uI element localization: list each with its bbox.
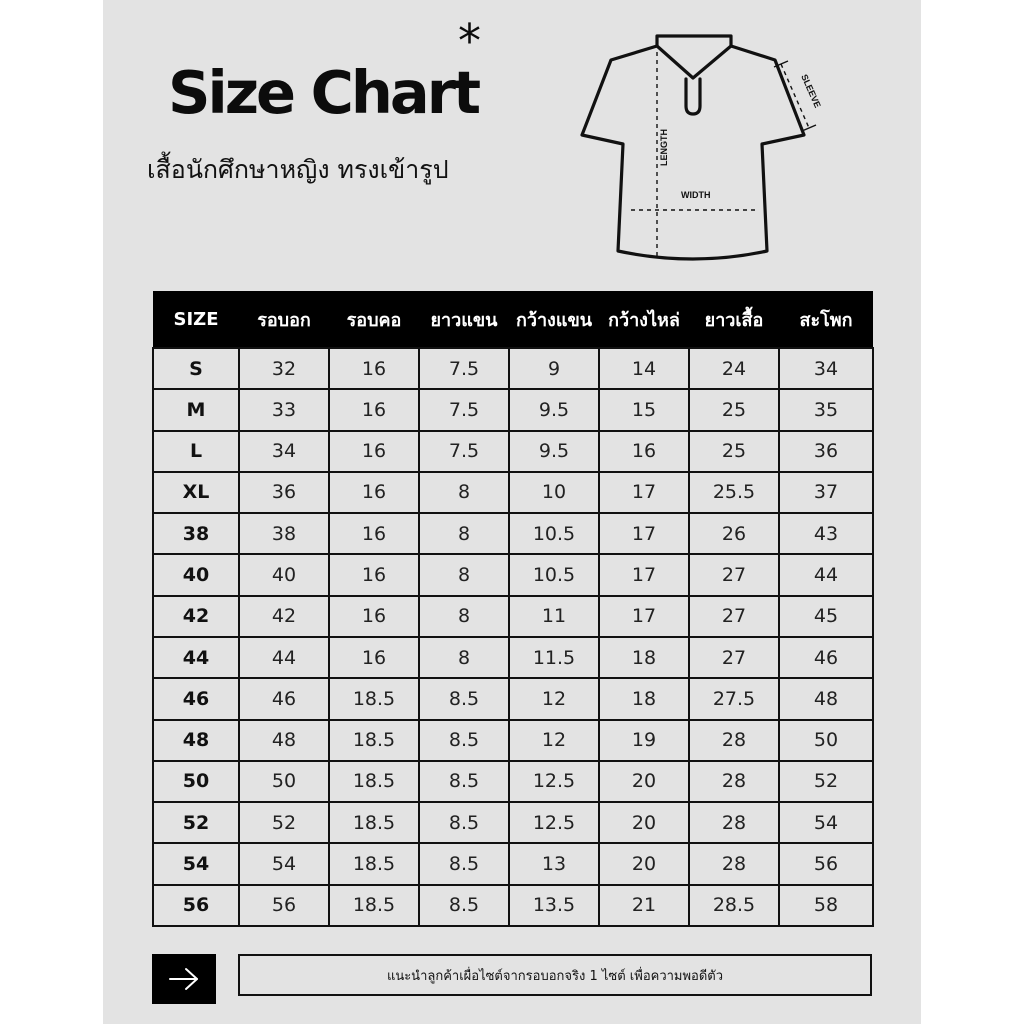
cell-neck: 16 xyxy=(329,472,419,513)
cell-shirt-length: 28 xyxy=(689,843,779,884)
cell-size: 42 xyxy=(153,596,239,637)
arrow-right-icon xyxy=(167,967,201,991)
cell-shoulder: 17 xyxy=(599,554,689,595)
cell-sleeve-width: 11.5 xyxy=(509,637,599,678)
cell-sleeve-length: 8 xyxy=(419,513,509,554)
cell-sleeve-width: 10.5 xyxy=(509,513,599,554)
table-row xyxy=(153,513,873,554)
cell-size: 56 xyxy=(153,885,239,926)
cell-sleeve-length: 8.5 xyxy=(419,885,509,926)
cell-size: 52 xyxy=(153,802,239,843)
cell-shirt-length: 27 xyxy=(689,596,779,637)
cell-size: 50 xyxy=(153,761,239,802)
table-row xyxy=(153,348,873,389)
cell-hip: 45 xyxy=(779,596,873,637)
table-row xyxy=(153,720,873,761)
cell-shoulder: 20 xyxy=(599,843,689,884)
sleeve-guide-cap-bottom xyxy=(802,125,816,131)
cell-shirt-length: 25 xyxy=(689,431,779,472)
cell-sleeve-length: 7.5 xyxy=(419,431,509,472)
cell-sleeve-width: 12.5 xyxy=(509,761,599,802)
shirt-measurement-diagram xyxy=(575,26,823,270)
cell-sleeve-width: 12 xyxy=(509,678,599,719)
cell-sleeve-length: 8.5 xyxy=(419,843,509,884)
cell-shoulder: 16 xyxy=(599,431,689,472)
cell-shirt-length: 28 xyxy=(689,720,779,761)
shirt-placket xyxy=(686,79,700,114)
table-row xyxy=(153,843,873,884)
cell-sleeve-length: 7.5 xyxy=(419,348,509,389)
cell-shirt-length: 27 xyxy=(689,637,779,678)
cell-sleeve-length: 8 xyxy=(419,554,509,595)
size-table xyxy=(152,291,874,927)
cell-shirt-length: 27.5 xyxy=(689,678,779,719)
column-header-sleeve-width: กว้างแขน xyxy=(509,291,599,348)
cell-size: 40 xyxy=(153,554,239,595)
sizing-note-text: แนะนำลูกค้าเผื่อไซต์จากรอบอกจริง 1 ไซต์ เพื่อความพอดีตัว xyxy=(386,968,724,984)
page-subtitle: เสื้อนักศึกษาหญิง ทรงเข้ารูป xyxy=(147,155,449,184)
column-header-shirt-length: ยาวเสื้อ xyxy=(689,291,779,348)
cell-chest: 54 xyxy=(239,843,329,884)
table-header-row xyxy=(153,291,873,348)
cell-shirt-length: 25.5 xyxy=(689,472,779,513)
cell-hip: 58 xyxy=(779,885,873,926)
column-header-neck: รอบคอ xyxy=(329,291,419,348)
column-header-size: SIZE xyxy=(153,291,239,348)
cell-sleeve-length: 8.5 xyxy=(419,720,509,761)
cell-hip: 44 xyxy=(779,554,873,595)
cell-hip: 48 xyxy=(779,678,873,719)
cell-shoulder: 17 xyxy=(599,472,689,513)
cell-size: 38 xyxy=(153,513,239,554)
cell-hip: 52 xyxy=(779,761,873,802)
cell-sleeve-width: 13 xyxy=(509,843,599,884)
cell-hip: 35 xyxy=(779,389,873,430)
cell-shoulder: 20 xyxy=(599,761,689,802)
cell-chest: 40 xyxy=(239,554,329,595)
cell-hip: 34 xyxy=(779,348,873,389)
cell-sleeve-width: 11 xyxy=(509,596,599,637)
cell-sleeve-length: 8 xyxy=(419,637,509,678)
cell-sleeve-width: 12 xyxy=(509,720,599,761)
cell-shirt-length: 28 xyxy=(689,802,779,843)
table-row xyxy=(153,472,873,513)
cell-neck: 16 xyxy=(329,348,419,389)
cell-size: XL xyxy=(153,472,239,513)
table-row xyxy=(153,678,873,719)
cell-hip: 56 xyxy=(779,843,873,884)
cell-sleeve-length: 8.5 xyxy=(419,802,509,843)
sleeve-label: SLEEVE xyxy=(799,72,823,110)
shirt-collar-fold xyxy=(657,46,731,78)
cell-chest: 52 xyxy=(239,802,329,843)
cell-size: 46 xyxy=(153,678,239,719)
cell-shoulder: 21 xyxy=(599,885,689,926)
asterisk-mark: * xyxy=(458,14,481,68)
cell-hip: 43 xyxy=(779,513,873,554)
cell-sleeve-length: 8 xyxy=(419,472,509,513)
cell-chest: 36 xyxy=(239,472,329,513)
cell-chest: 50 xyxy=(239,761,329,802)
cell-hip: 36 xyxy=(779,431,873,472)
cell-neck: 16 xyxy=(329,513,419,554)
cell-neck: 18.5 xyxy=(329,802,419,843)
cell-shoulder: 15 xyxy=(599,389,689,430)
table-row xyxy=(153,389,873,430)
sizing-note-box xyxy=(238,954,872,996)
cell-sleeve-length: 8.5 xyxy=(419,678,509,719)
cell-chest: 38 xyxy=(239,513,329,554)
cell-size: S xyxy=(153,348,239,389)
cell-shirt-length: 28.5 xyxy=(689,885,779,926)
column-header-hip: สะโพก xyxy=(779,291,873,348)
cell-shirt-length: 24 xyxy=(689,348,779,389)
cell-neck: 16 xyxy=(329,389,419,430)
table-row xyxy=(153,431,873,472)
table-row xyxy=(153,554,873,595)
table-row xyxy=(153,885,873,926)
next-arrow-button[interactable] xyxy=(152,954,216,1004)
table-row xyxy=(153,596,873,637)
cell-neck: 16 xyxy=(329,554,419,595)
cell-neck: 16 xyxy=(329,431,419,472)
cell-shirt-length: 26 xyxy=(689,513,779,554)
cell-shirt-length: 28 xyxy=(689,761,779,802)
cell-size: 54 xyxy=(153,843,239,884)
cell-sleeve-width: 9.5 xyxy=(509,389,599,430)
cell-shoulder: 17 xyxy=(599,596,689,637)
cell-neck: 16 xyxy=(329,637,419,678)
cell-chest: 34 xyxy=(239,431,329,472)
cell-hip: 54 xyxy=(779,802,873,843)
cell-shoulder: 19 xyxy=(599,720,689,761)
column-header-sleeve-length: ยาวแขน xyxy=(419,291,509,348)
table-row xyxy=(153,637,873,678)
cell-sleeve-width: 9 xyxy=(509,348,599,389)
cell-size: 48 xyxy=(153,720,239,761)
cell-chest: 56 xyxy=(239,885,329,926)
length-label: LENGTH xyxy=(659,129,669,166)
page-title: Size Chart xyxy=(168,58,479,127)
cell-sleeve-width: 13.5 xyxy=(509,885,599,926)
table-row xyxy=(153,802,873,843)
cell-sleeve-width: 12.5 xyxy=(509,802,599,843)
shirt-collar-band xyxy=(657,36,731,46)
width-label: WIDTH xyxy=(681,190,711,200)
cell-sleeve-width: 10.5 xyxy=(509,554,599,595)
column-header-shoulder: กว้างไหล่ xyxy=(599,291,689,348)
cell-neck: 18.5 xyxy=(329,843,419,884)
cell-shoulder: 17 xyxy=(599,513,689,554)
cell-shirt-length: 27 xyxy=(689,554,779,595)
cell-shoulder: 14 xyxy=(599,348,689,389)
cell-hip: 50 xyxy=(779,720,873,761)
cell-sleeve-length: 7.5 xyxy=(419,389,509,430)
cell-chest: 44 xyxy=(239,637,329,678)
cell-hip: 37 xyxy=(779,472,873,513)
cell-sleeve-length: 8 xyxy=(419,596,509,637)
cell-shirt-length: 25 xyxy=(689,389,779,430)
cell-chest: 32 xyxy=(239,348,329,389)
cell-chest: 33 xyxy=(239,389,329,430)
cell-neck: 18.5 xyxy=(329,885,419,926)
cell-neck: 18.5 xyxy=(329,678,419,719)
cell-chest: 42 xyxy=(239,596,329,637)
cell-sleeve-length: 8.5 xyxy=(419,761,509,802)
cell-shoulder: 18 xyxy=(599,678,689,719)
cell-hip: 46 xyxy=(779,637,873,678)
table-body xyxy=(153,348,873,926)
cell-size: M xyxy=(153,389,239,430)
cell-neck: 16 xyxy=(329,596,419,637)
column-header-chest: รอบอก xyxy=(239,291,329,348)
cell-chest: 48 xyxy=(239,720,329,761)
cell-neck: 18.5 xyxy=(329,720,419,761)
cell-size: 44 xyxy=(153,637,239,678)
table-row xyxy=(153,761,873,802)
cell-chest: 46 xyxy=(239,678,329,719)
cell-sleeve-width: 9.5 xyxy=(509,431,599,472)
cell-size: L xyxy=(153,431,239,472)
cell-sleeve-width: 10 xyxy=(509,472,599,513)
cell-shoulder: 20 xyxy=(599,802,689,843)
cell-neck: 18.5 xyxy=(329,761,419,802)
cell-shoulder: 18 xyxy=(599,637,689,678)
